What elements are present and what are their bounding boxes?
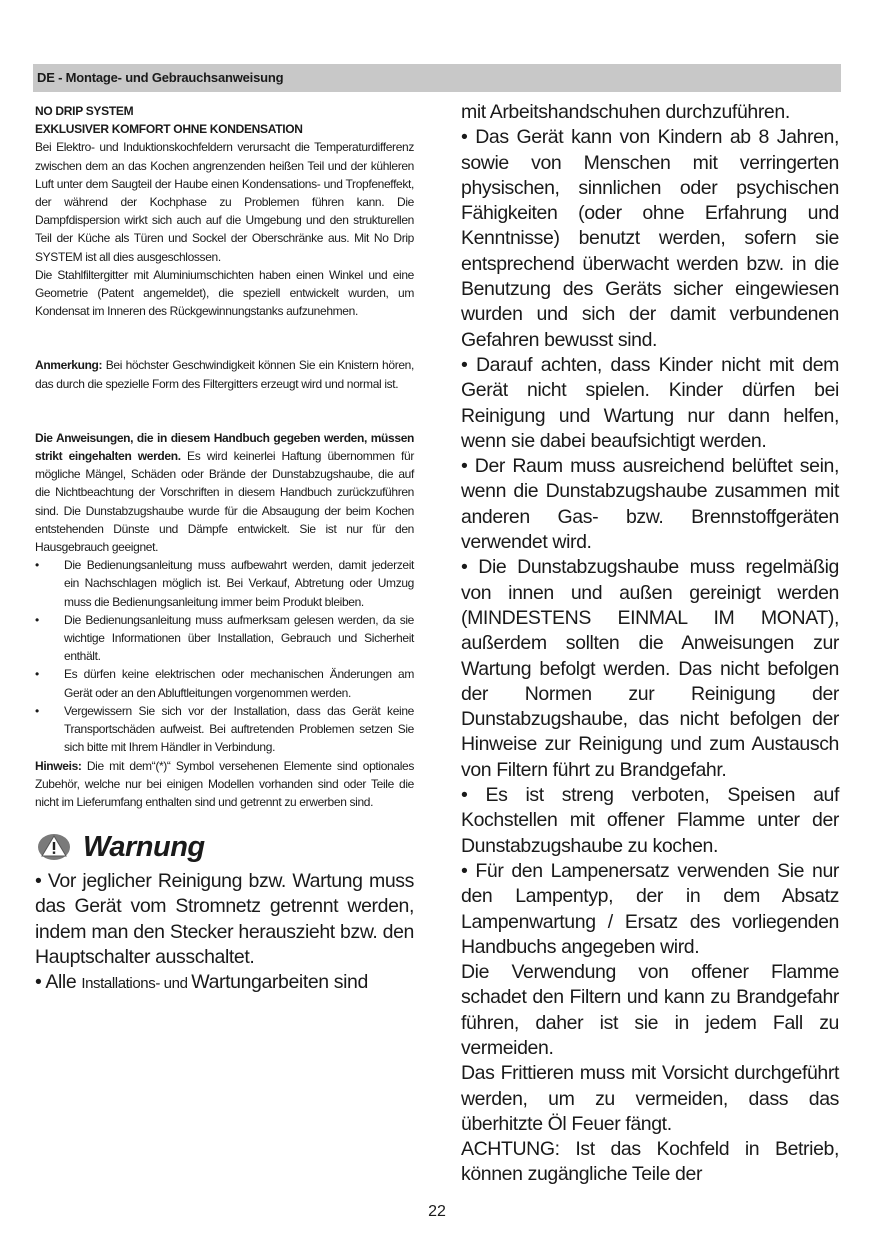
warning-title: Warnung bbox=[83, 830, 205, 863]
nodrip-paragraph-1: Bei Elektro- und Induktionskochfeldern verursacht die Temperaturdifferenz zwischen dem an das Kochen angrenzenden heißen Teil und der kühleren Luft unter dem Saugteil der Haube einen Kondensations- und Tropfeneffekt, der während der Kochphase zu Problemen führen kann. Die Dampfdispersion wirkt sich auch auf die Umgebung und den strukturellen Teil der Küche als Türen und Sockel der Oberschränke aus. Mit No Drip SYSTEM ist all dies ausgeschlossen. bbox=[35, 140, 414, 264]
note-label: Anmerkung: bbox=[35, 358, 103, 373]
instructions-paragraph bbox=[35, 429, 414, 556]
bullet-icon: • bbox=[35, 703, 39, 718]
note-text: Bei höchster Geschwindigkeit können Sie ein Knistern hören, das durch die spezielle Form des Filtergitters erzeugt wird und normal ist. bbox=[35, 358, 414, 391]
right-paragraph: ACHTUNG: Ist das Kochfeld in Betrieb, können zugängliche Teile der bbox=[461, 1138, 839, 1186]
header-bar bbox=[33, 64, 841, 92]
hint-paragraph bbox=[35, 757, 414, 812]
right-paragraph: Die Verwendung von offener Flamme schadet den Filtern und kann zu Brandgefahr führen, daher ist sie in jedem Fall zu vermeiden. bbox=[461, 961, 839, 1059]
bullet-icon: • bbox=[35, 612, 39, 627]
warning-paragraph-2: • Alle Installations- und Wartungarbeiten sind bbox=[35, 971, 368, 994]
bullet-icon: • bbox=[35, 558, 39, 573]
nodrip-paragraph-2: Die Stahlfiltergitter mit Aluminiumschichten haben einen Winkel und eine Geometrie (Patent angemeldet), die speziell entwickelt wurden, um Kondensat im Inneren des Rückgewinnungstanks aufzunehmen. bbox=[35, 267, 414, 319]
nodrip-title: NO DRIP SYSTEM bbox=[35, 104, 134, 118]
note-paragraph bbox=[35, 356, 414, 392]
hint-label: Hinweis: bbox=[35, 758, 82, 773]
right-paragraph: • Es ist streng verboten, Speisen auf Kochstellen mit offener Flamme unter der Dunstabzugshaube zu kochen. bbox=[461, 784, 839, 857]
right-paragraph: • Für den Lampenersatz verwenden Sie nur den Lampentyp, der in dem Absatz Lampenwartung / Ersatz des vorliegenden Handbuchs angegeben wird. bbox=[461, 859, 839, 958]
right-paragraph: Das Frittieren muss mit Vorsicht durchgeführt werden, um zu vermeiden, dass das überhitzte Öl Feuer fängt. bbox=[461, 1062, 839, 1135]
right-column bbox=[461, 100, 839, 1188]
right-paragraph: • Das Gerät kann von Kindern ab 8 Jahren, sowie von Menschen mit verringerten physischen, sinnlichen oder psychischen Fähigkeiten (oder ohne Erfahrung und Kenntnisse) benutzt werden, sofern sie entsprechend überwacht werden bzw. in die Benutzung des Geräts sicher eingewiesen wurden und sich der damit verbundenen Gefahren bewusst sind. bbox=[461, 126, 839, 351]
list-item: • Es dürfen keine elektrischen oder mechanischen Änderungen am Gerät oder an den Abluftleitungen vorgenommen werden. bbox=[35, 667, 414, 700]
page-header-title: DE - Montage- und Gebrauchsanweisung bbox=[37, 70, 284, 85]
warning-icon bbox=[37, 832, 71, 862]
right-paragraph: • Darauf achten, dass Kinder nicht mit dem Gerät nicht spielen. Kinder dürfen bei Reinigung und Wartung nur dann helfen, wenn sie dabei beaufsichtigt werden. bbox=[461, 353, 839, 452]
warning-heading bbox=[35, 829, 414, 865]
right-paragraph: • Der Raum muss ausreichend belüftet sein, wenn die Dunstabzugshaube zusammen mit anderen Gas- bzw. Brennstoffgeräten verwendet wird. bbox=[461, 455, 839, 554]
right-paragraph: • Die Dunstabzugshaube muss regelmäßig von innen und außen gereinigt werden (MINDESTENS EINMAL IM MONAT), außerdem sollten die Anweisungen zur Wartung befolgt werden. Das nicht befolgen der Normen zur Reinigung der Dunstabzugshaube, das nicht befolgen der Hinweise zur Reinigung und zum Austausch von Filtern führt zu Brandgefahr. bbox=[461, 556, 839, 781]
left-column bbox=[35, 102, 414, 997]
nodrip-subtitle: EXKLUSIVER KOMFORT OHNE KONDENSATION bbox=[35, 122, 303, 137]
bullet-icon: • bbox=[35, 667, 39, 682]
list-item: • Die Bedienungsanleitung muss aufbewahrt werden, damit jederzeit ein Nachschlagen möglich ist. Bei Verkauf, Abtretung oder Umzug muss die Bedienungsanleitung immer beim Produkt bleiben. bbox=[35, 558, 414, 609]
instruction-list bbox=[35, 556, 414, 756]
right-paragraph: mit Arbeitshandschuhen durchzuführen. bbox=[461, 101, 790, 123]
warning-paragraph-1: • Vor jeglicher Reinigung bzw. Wartung muss das Gerät vom Stromnetz getrennt werden, indem man den Stecker herauszieht bzw. den Hauptschalter ausschaltet. bbox=[35, 870, 414, 968]
list-item: • Die Bedienungsanleitung muss aufmerksam gelesen werden, da sie wichtige Informationen über Installation, Gebrauch und Sicherheit enthält. bbox=[35, 612, 414, 664]
list-item: • Vergewissern Sie sich vor der Installation, dass das Gerät keine Transportschäden aufweist. Bei auftretenden Problemen setzen Sie sich bitte mit Ihrem Händler in Verbindung. bbox=[35, 703, 414, 755]
instructions-text: Es wird keinerlei Haftung übernommen für mögliche Mängel, Schäden oder Brände der Dunstabzugshaube, die auf die Nichtbeachtung der Vorschriften in diesem Handbuch zurückzuführen sind. Die Dunstabzugshaube wurde für die Absaugung der beim Kochen entstehenden Dünste und Dämpfe entwickelt. Sie ist nur für den Hausgebrauch geeignet. bbox=[35, 449, 415, 555]
hint-text: Die mit dem“(*)“ Symbol versehenen Elemente sind optionales Zubehör, welche nur bei einigen Modellen vorhanden sind oder Teile die nicht im Lieferumfang enthalten sind und getrennt zu erwerben sind. bbox=[35, 758, 414, 809]
page-number: 22 bbox=[428, 1203, 446, 1220]
instructions-bold: Die Anweisungen, die in diesem Handbuch gegeben werden, müssen strikt eingehalten werden. bbox=[35, 430, 414, 464]
